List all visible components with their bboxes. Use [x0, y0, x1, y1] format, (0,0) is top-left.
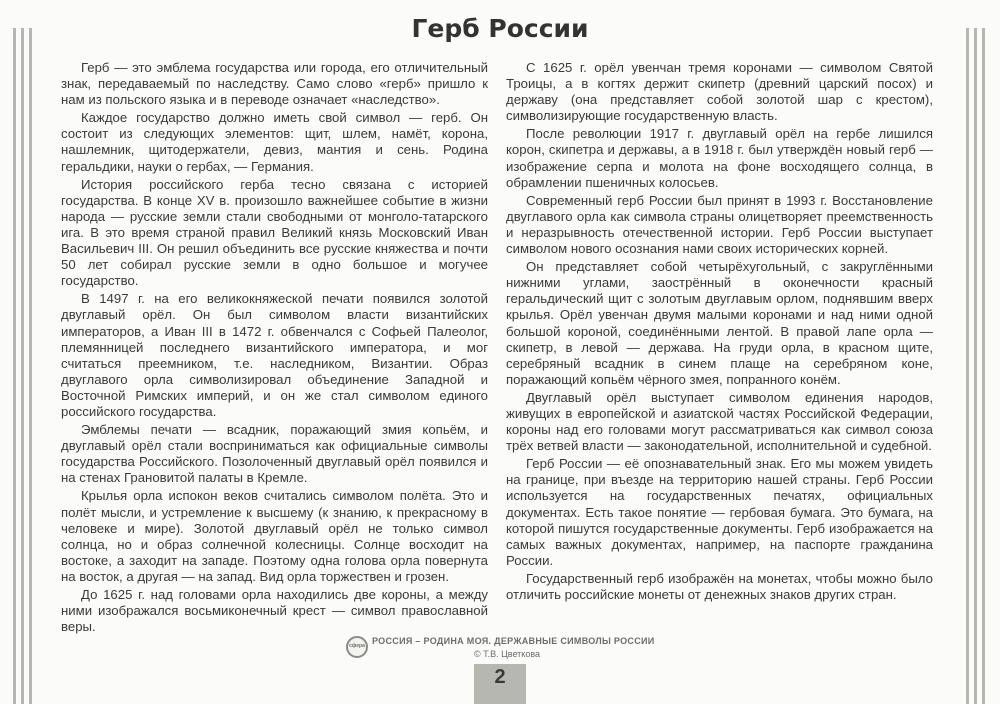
frame-line-right-outer: [982, 28, 985, 704]
paragraph: Современный герб России был принят в 1993 г. Восстановление двуглавого орла как символа страны олицетворяет преемственность и неразрывность отечественной истории. Герб России выступает символом нового осознания нами своих исторических корней.: [506, 192, 933, 257]
series-title: РОССИЯ – РОДИНА МОЯ. ДЕРЖАВНЫЕ СИМВОЛЫ РОССИИ: [372, 636, 655, 646]
paragraph: Государственный герб изображён на монетах, чтобы можно было отличить российские монеты от денежных знаков других стран.: [506, 570, 933, 602]
paragraph: Эмблемы печати — всадник, поражающий змия копьём, и двуглавый орёл стали восприниматься как официальные символы государства Российского. Позолоченный двуглавый орёл появился и на стенах Грановитой палаты в Кремле.: [61, 422, 488, 486]
paragraph: Он представляет собой четырёхугольный, с закруглёнными нижними углами, заострённый в оконечности красный геральдический щит с золотым двуглавым орлом, поднявшим вверх крылья. Орёл увенчан двумя малыми коронами и над ними одной большой короной, соединёнными лентой. В правой лапе орла — скипетр, в левой — держава. На груди орла, в красном щите, серебряный всадник в синем плаще на серебряном коне, поражающий копьём чёрного змея, попранного конём.: [506, 259, 933, 387]
frame-line-left-inner: [21, 28, 24, 704]
paragraph: После революции 1917 г. двуглавый орёл на гербе лишился корон, скипетра и державы, а в 1918 г. был утверждён новый герб — изображение серпа и молота на фоне восходящего солнца, в обрамлении пшеничных колосьев.: [506, 126, 933, 190]
publisher-logo-text: сфера: [349, 643, 365, 649]
paragraph: Герб России — её опознавательный знак. Его мы можем увидеть на границе, при въезде на территорию нашей страны. Герб России используется на государственных печатях, официальных документах. Есть такое понятие — гербовая бумага. Это бумага, на которой пишутся государственные документы. Герб изображается на самых важных документах, например, на паспорте гражданина России.: [506, 456, 933, 568]
paragraph: Герб — это эмблема государства или города, его отличительный знак, передаваемый по наследству. Само слово «герб» пришло к нам из польского языка и в переводе означает «наследство».: [61, 60, 488, 108]
paragraph: С 1625 г. орёл увенчан тремя коронами — символом Святой Троицы, а в когтях держит скипетр (древний царский посох) и державу (она представляет собой золотой шар с крестом), символизирующие государственную власть.: [506, 60, 933, 124]
frame-line-right-inner: [974, 28, 977, 704]
frame-line-right-inner2: [966, 28, 969, 704]
author-credit: © Т.В. Цветкова: [474, 649, 541, 659]
paragraph: В 1497 г. на его великокняжеской печати появился золотой двуглавый орёл. Он был символом власти византийских императоров, а Иван III в 1472 г. обвенчался с Софьей Палеолог, племянницей последнего византийского императора, и мог считаться преемником, т.е. наследником, Византии. Образ двуглавого орла символизировал объединение Западной и Восточной Римских империй, и он же стал символом единого российского государства.: [61, 291, 488, 419]
paragraph: История российского герба тесно связана с историей государства. В конце XV в. произошло важнейшее событие в жизни народа — русские земли стали свободными от монголо-татарского ига. В это время страной правил Великий князь Московский Иван Васильевич III. Он решил объединить все русские княжества и почти 50 лет собирал русские земли в одно большое и могучее государство.: [61, 176, 488, 289]
publisher-logo: [346, 636, 368, 658]
page-title: Герб России: [411, 14, 589, 43]
left-column: [61, 60, 488, 637]
frame-line-left-inner2: [29, 28, 32, 704]
paragraph: До 1625 г. над головами орла находились две короны, а между ними изображался восьмиконечный крест — символ православной веры.: [61, 587, 488, 635]
page-number: 2: [494, 666, 506, 688]
right-column: [506, 60, 933, 605]
paragraph: Крылья орла испокон веков считались символом полёта. Это и полёт мысли, и устремление к высшему (к знанию, к прекрасному в человеке и мире). Золотой двуглавый орёл не только символ солнца, но и образ солнечной колесницы. Солнце восходит на востоке, а заходит на западе. Поэтому одна голова орла повернута на восток, а другая — на запад. Вид орла торжествен и грозен.: [61, 488, 488, 584]
paragraph: Каждое государство должно иметь свой символ — герб. Он состоит из следующих элементов: щит, шлем, намёт, корона, нашлемник, щитодержатели, девиз, мантия и сень. Родина геральдики, науки о гербах, — Германия.: [61, 110, 488, 174]
paragraph: Двуглавый орёл выступает символом единения народов, живущих в европейской и азиатской частях Российской Федерации, короны над его головами могут рассматриваться как символ союза трёх ветвей власти — законодательной, исполнительной и судебной.: [506, 389, 933, 454]
frame-line-left-outer: [13, 28, 16, 704]
